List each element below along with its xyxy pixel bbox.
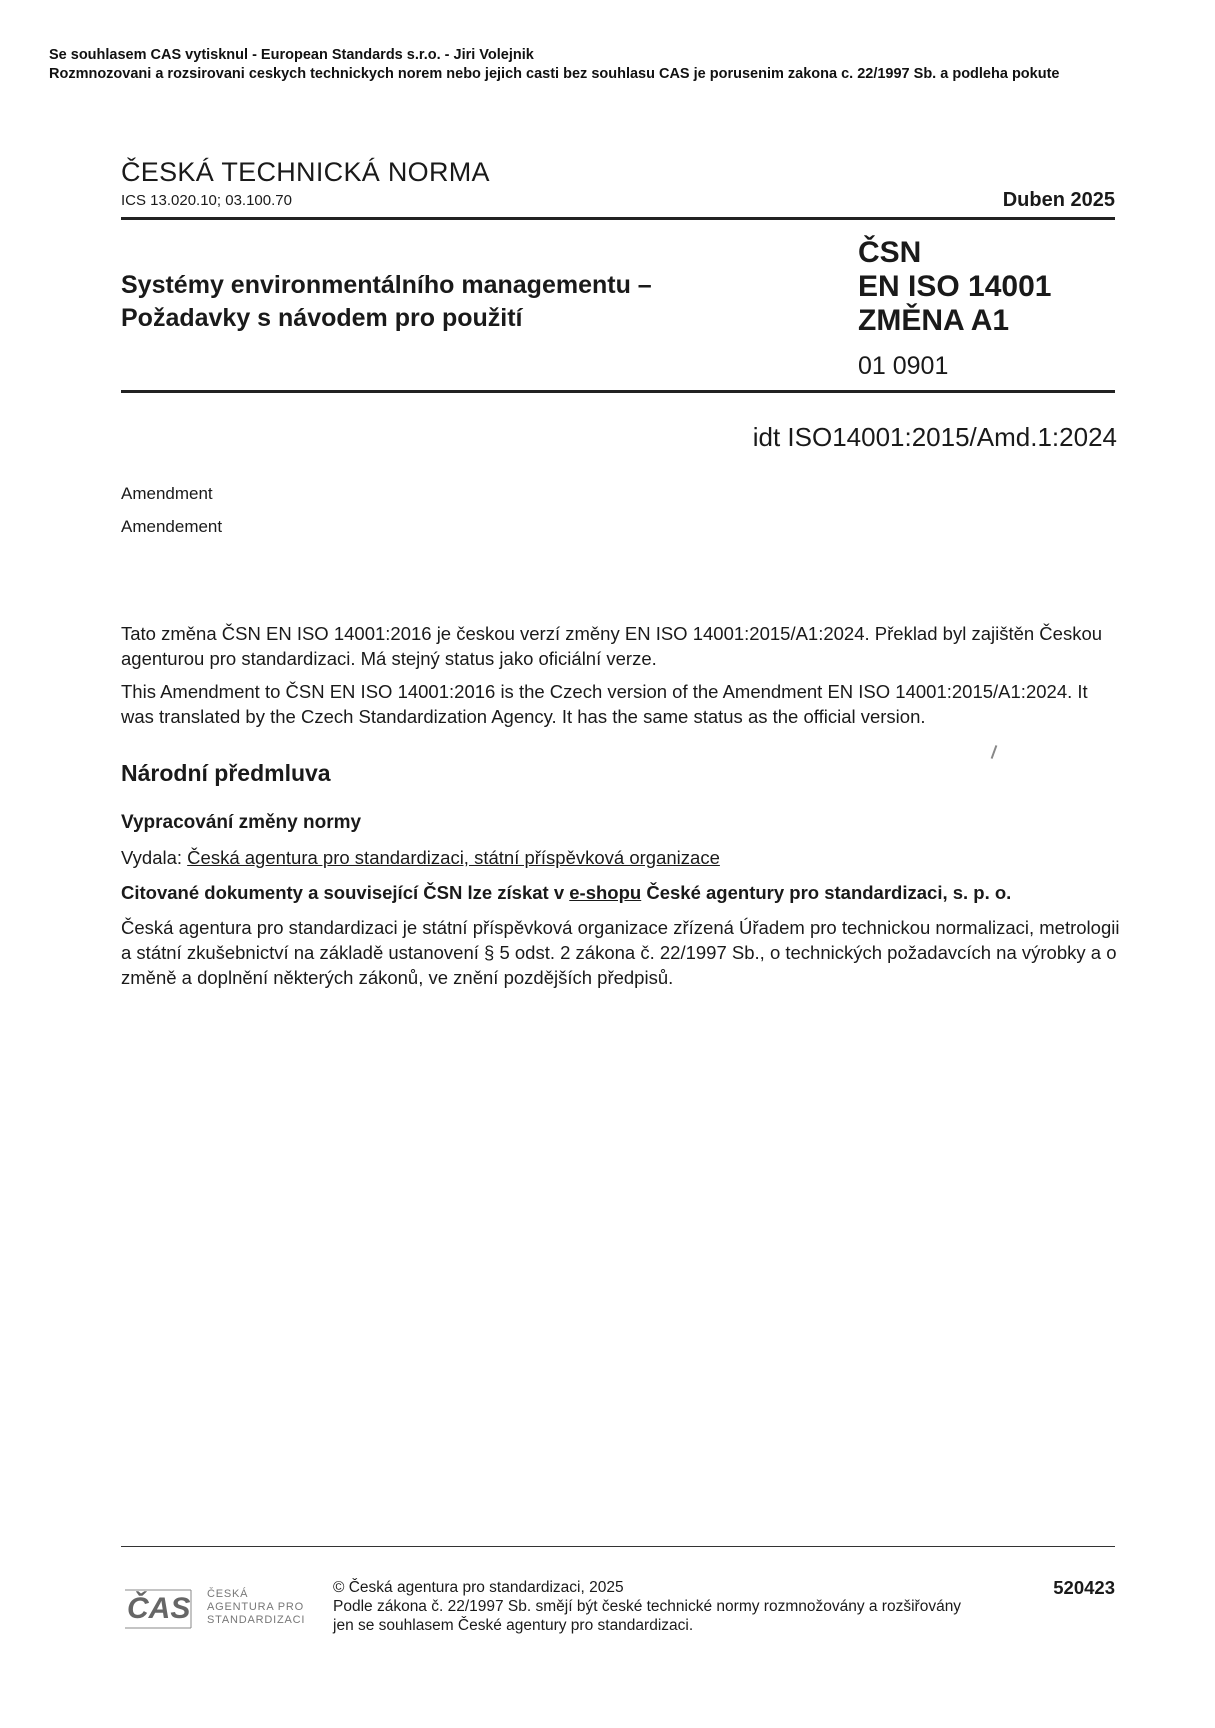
ics-codes: ICS 13.020.10; 03.100.70 xyxy=(121,192,292,209)
cited-pre: Citované dokumenty a související ČSN lze získat v xyxy=(121,882,570,903)
agency-name xyxy=(207,1588,305,1627)
footer-divider xyxy=(121,1546,1115,1547)
legal-line-2: jen se souhlasem České agentury pro standardizaci. xyxy=(333,1617,694,1634)
footer-legal xyxy=(333,1578,961,1635)
foreword-heading xyxy=(121,760,331,787)
issued-by xyxy=(121,845,1121,870)
intro-english: This Amendment to ČSN EN ISO 14001:2016 is the Czech version of the Amendment EN ISO 14001:2015/A1:2024. It was translated by the Czech Standardization Agency. It has the same status as the official version. xyxy=(121,681,1088,727)
alt-title-fr: Amendement xyxy=(121,517,223,536)
agency-line-1: ČESKÁ xyxy=(207,1588,249,1600)
standard-designation xyxy=(858,236,1051,338)
agency-line-3: STANDARDIZACI xyxy=(207,1614,306,1626)
intro-czech: Tato změna ČSN EN ISO 14001:2016 je českou verzí změny EN ISO 14001:2015/A1:2024. Překlad byl zajištěn Českou agenturou pro standardizaci. Má stejný status jako oficiální verze. xyxy=(121,623,1103,669)
class-number: 01 0901 xyxy=(858,352,949,380)
alt-title-en: Amendment xyxy=(121,484,213,503)
header-divider xyxy=(121,217,1115,220)
designation-line-3: ZMĚNA A1 xyxy=(858,304,1010,337)
legal-line-1: Podle zákona č. 22/1997 Sb. smějí být české technické normy rozmnožovány a rozšiřovány xyxy=(333,1598,962,1615)
agency-description: Česká agentura pro standardizaci je státní příspěvková organizace zřízená Úřadem pro technickou normalizaci, metrologii a státní zkušebnictví na základě ustanovení § 5 odst. 2 zákona č. 22/1997 Sb., o technických požadavcích na výrobky a o změně a doplnění některých zákonů, ve znění pozdějších předpisů. xyxy=(121,917,1120,988)
preparation-subheading-text: Vypracování změny normy xyxy=(121,812,362,833)
copyright-line: © Česká agentura pro standardizaci, 2025 xyxy=(333,1579,624,1596)
title-divider xyxy=(121,390,1115,393)
issuer-link[interactable]: Česká agentura pro standardizaci, státní příspěvková organizace xyxy=(187,847,720,868)
title-line-1: Systémy environmentálního managementu – xyxy=(121,271,652,299)
cited-documents xyxy=(121,880,1121,905)
watermark-line-1: Se souhlasem CAS vytisknul - European Standards s.r.o. - Jiri Volejnik xyxy=(49,47,534,63)
eshop-link[interactable]: e-shopu xyxy=(569,882,642,903)
agency-line-2: AGENTURA PRO xyxy=(207,1601,305,1613)
title-line-2: Požadavky s návodem pro použití xyxy=(121,304,523,332)
cited-post: České agentury pro standardizaci, s. p. o. xyxy=(641,882,1012,903)
issued-label: Vydala: xyxy=(121,847,188,868)
designation-line-1: ČSN xyxy=(858,236,922,269)
cas-logo xyxy=(121,1578,311,1638)
logo-letters: ČAS xyxy=(127,1592,191,1625)
document-type: ČESKÁ TECHNICKÁ NORMA xyxy=(121,157,490,187)
watermark-notice xyxy=(49,46,1059,84)
foreword-heading-text: Národní předmluva xyxy=(121,760,331,786)
standard-title xyxy=(121,269,652,335)
document-number: 520423 xyxy=(1053,1577,1115,1598)
watermark-line-2: Rozmnozovani a rozsirovani ceskych technickych norem nebo jejich casti bez souhlasu CAS je porusenim zakona c. 22/1997 Sb. a podleha pokute xyxy=(49,66,1060,82)
identical-standard: idt ISO14001:2015/Amd.1:2024 xyxy=(752,422,1117,452)
issue-date: Duben 2025 xyxy=(1002,189,1115,211)
designation-line-2: EN ISO 14001 xyxy=(858,270,1052,303)
preparation-subheading xyxy=(121,812,361,834)
pen-mark xyxy=(991,745,998,759)
cas-logo-icon xyxy=(121,1580,201,1636)
